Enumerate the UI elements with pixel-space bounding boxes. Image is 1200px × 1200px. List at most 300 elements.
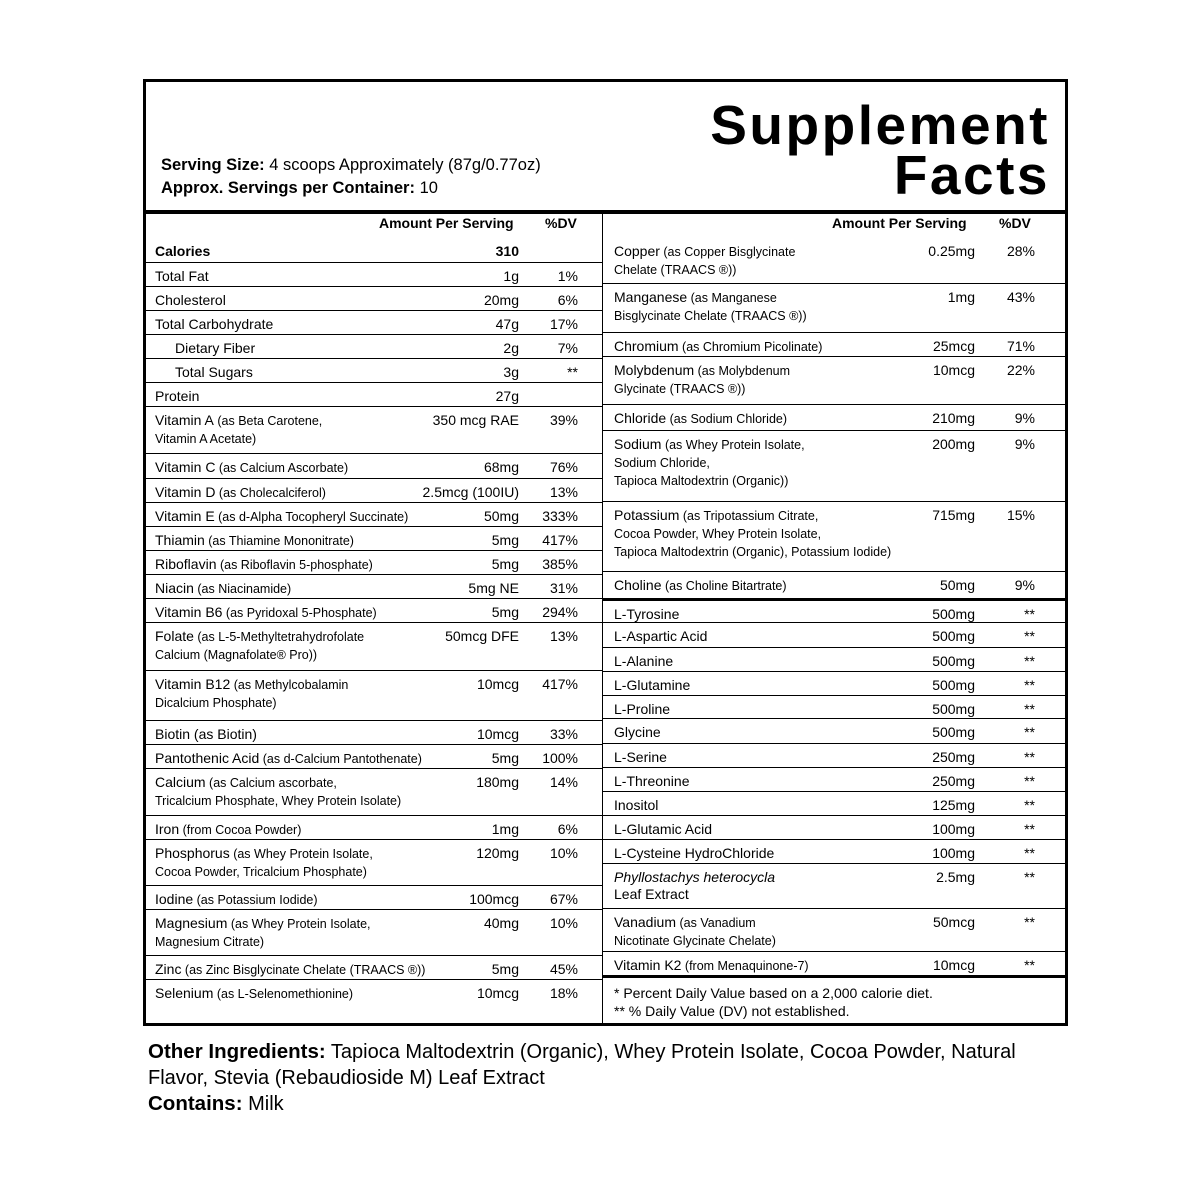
footnote-1: * Percent Daily Value based on a 2,000 calorie diet. [614,985,933,1001]
nutrient-amount: 500mg [932,701,975,717]
nutrient-name-text: Potassium [614,507,680,523]
left-nutrient-row [146,980,602,1025]
nutrient-amount: 3g [503,364,519,380]
nutrient-source-continued: Vitamin A Acetate) [155,432,257,446]
nutrient-dv: 71% [1006,338,1035,354]
nutrient-source-continued: Leaf Extract [614,886,689,902]
nutrient-dv: 10% [549,915,578,931]
right-nutrient-row [603,572,1065,601]
nutrient-amount: 500mg [932,653,975,669]
nutrient-dv: 417% [542,532,578,548]
nutrient-dv: 10% [549,845,578,861]
nutrient-source: (as Riboflavin 5-phosphate) [216,558,373,572]
right-nutrient-row [603,816,1065,840]
nutrient-amount: 250mg [932,749,975,765]
right-nutrient-row [603,909,1065,952]
nutrient-name [155,412,322,448]
nutrient-amount: 500mg [932,628,975,644]
nutrient-dv: 1% [557,268,578,284]
nutrient-source: (as Choline Bitartrate) [661,579,787,593]
nutrient-name-text: Molybdenum [614,362,695,378]
nutrient-dv: ** [567,364,578,380]
nutrient-name-text: Protein [155,388,200,404]
nutrient-name-text: L-Cysteine HydroChloride [614,845,775,861]
nutrient-dv: 39% [549,412,578,428]
nutrient-name-text: Manganese [614,289,688,305]
nutrient-name [614,410,787,428]
nutrient-name-text: Folate [155,628,194,644]
nutrient-dv: ** [1024,677,1035,693]
nutrient-name [614,869,775,903]
right-amount-header: Amount Per Serving [832,215,967,231]
nutrient-dv: ** [1024,869,1035,885]
nutrient-name-text: Vitamin B12 [155,676,231,692]
left-nutrient-row [146,407,602,454]
nutrient-name [155,774,401,810]
panel-title-line1: Supplement [710,94,1050,156]
nutrient-dv: 6% [557,292,578,308]
left-nutrient-row [146,840,602,886]
nutrient-dv: 33% [549,726,578,742]
nutrient-name-text: Calories [155,243,211,259]
servings-per-container-label: Approx. Servings per Container: [161,179,415,197]
nutrient-amount: 180mg [476,774,519,790]
left-nutrient-row [146,287,602,311]
nutrient-amount: 10mcg [476,985,519,1001]
nutrient-dv: ** [1024,724,1035,740]
nutrient-name-text: Chloride [614,410,667,426]
nutrient-name-text: Pantothenic Acid [155,750,260,766]
nutrient-source: (as d-Alpha Tocopheryl Succinate) [214,510,409,524]
nutrient-source: (as Thiamine Mononitrate) [204,534,354,548]
nutrient-dv: ** [1024,845,1035,861]
right-nutrient-row [603,744,1065,768]
right-nutrient-row [603,696,1065,719]
nutrient-name-text: Calcium [155,774,206,790]
nutrient-amount: 5mg [491,532,519,548]
nutrient-source: (from Menaquinone-7) [681,959,809,973]
nutrient-dv: ** [1024,653,1035,669]
nutrient-name [614,797,658,814]
nutrient-source: (as Chromium Picolinate) [678,340,823,354]
nutrient-name [155,961,425,979]
left-nutrient-row [146,503,602,527]
nutrient-dv: 31% [549,580,578,596]
nutrient-name-text: Cholesterol [155,292,226,308]
nutrient-name [155,676,348,712]
right-nutrient-row [603,623,1065,648]
nutrient-name-text: Niacin [155,580,194,596]
left-nutrient-row [146,575,602,599]
nutrient-name [614,821,712,838]
nutrient-amount: 2g [503,340,519,356]
nutrient-name-text: Inositol [614,797,659,813]
nutrient-source-continued: Tapioca Maltodextrin (Organic)) [614,474,789,488]
nutrient-name-text: Iron [155,821,180,837]
nutrient-name [614,724,661,741]
left-nutrient-row [146,745,602,769]
left-nutrient-row [146,454,602,479]
right-nutrient-row [603,284,1065,333]
nutrient-source: (as Beta Carotene, [213,414,323,428]
panel-header [146,82,1065,210]
nutrient-name [155,915,371,951]
nutrient-source: (as Whey Protein Isolate, [661,438,805,452]
right-nutrient-row [603,792,1065,816]
nutrient-source-continued: Glycinate (TRAACS ®)) [614,382,746,396]
nutrient-name-text: Vitamin E [155,508,215,524]
right-nutrient-row [603,333,1065,357]
nutrient-dv: 43% [1006,289,1035,305]
nutrient-dv: 9% [1014,577,1035,593]
left-dv-header: %DV [545,215,577,231]
nutrient-amount: 47g [495,316,519,332]
nutrient-name [155,891,318,909]
nutrient-name-text: Vitamin B6 [155,604,223,620]
nutrient-name-text: L-Glutamic Acid [614,821,713,837]
right-nutrient-row [603,719,1065,744]
supplement-facts-panel [143,79,1068,1026]
nutrient-amount: 5mg NE [468,580,519,596]
nutrient-name [614,606,679,623]
nutrient-source-continued: Tricalcium Phosphate, Whey Protein Isolate) [155,794,402,808]
right-nutrient-row [603,840,1065,864]
nutrient-dv: 67% [549,891,578,907]
other-ingredients-text: Tapioca Maltodextrin (Organic), Whey Protein Isolate, Cocoa Powder, Natural Flavor, Stevia (Rebaudioside M) Leaf Extract [148,1041,1016,1089]
left-nutrient-row [146,479,602,503]
nutrient-name [155,316,273,333]
nutrient-source: (as Calcium ascorbate, [205,776,337,790]
panel-title-line2: Facts [893,144,1050,206]
nutrient-name-text: Vanadium [614,914,677,930]
nutrient-name [155,388,199,405]
left-nutrient-row [146,910,602,956]
nutrient-amount: 250mg [932,773,975,789]
nutrient-source-continued: Cocoa Powder, Whey Protein Isolate, [614,527,822,541]
nutrient-name-text: Biotin (as Biotin) [155,726,257,742]
nutrient-name [175,364,253,381]
nutrient-name [155,243,210,260]
nutrient-source: (as Calcium Ascorbate) [215,461,349,475]
nutrient-source-continued: Bisglycinate Chelate (TRAACS ®)) [614,309,807,323]
nutrient-amount: 2.5mg [936,869,975,885]
nutrient-amount: 210mg [932,410,975,426]
nutrient-name [614,507,891,561]
nutrient-name-text: L-Glutamine [614,677,691,693]
nutrient-source: (as Whey Protein Isolate, [227,917,371,931]
right-nutrient-row [603,238,1065,284]
nutrient-source: (as Methylcobalamin [230,678,349,692]
nutrient-source-continued: Chelate (TRAACS ®)) [614,263,737,277]
left-nutrient-row [146,816,602,840]
left-nutrient-row [146,263,602,287]
nutrient-amount: 27g [495,388,519,404]
servings-per-container [161,180,438,197]
nutrient-amount: 350 mcg RAE [432,412,519,428]
nutrient-amount: 100mg [932,821,975,837]
nutrient-source: (as Tripotassium Citrate, [679,509,819,523]
nutrient-amount: 5mg [491,750,519,766]
nutrient-dv: 22% [1006,362,1035,378]
nutrient-amount: 120mg [476,845,519,861]
nutrient-amount: 10mcg [476,676,519,692]
left-nutrient-row [146,359,602,383]
nutrient-source: (as Pyridoxal 5-Phosphate) [222,606,377,620]
left-nutrient-row [146,383,602,407]
left-nutrient-row [146,527,602,551]
nutrient-amount: 5mg [491,604,519,620]
nutrient-name [614,577,787,595]
nutrient-dv: 17% [549,316,578,332]
left-nutrient-row [146,238,602,263]
nutrient-dv: 6% [557,821,578,837]
nutrient-dv: 294% [542,604,578,620]
nutrient-dv: ** [1024,797,1035,813]
right-nutrient-row [603,864,1065,909]
nutrient-name-text: Vitamin A [155,412,214,428]
nutrient-name-text: L-Threonine [614,773,690,789]
nutrient-name [155,821,301,839]
nutrient-dv: 385% [542,556,578,572]
nutrient-source: (as Copper Bisglycinate [659,245,796,259]
footnote-2: ** % Daily Value (DV) not established. [614,1003,850,1019]
nutrient-dv: 28% [1006,243,1035,259]
nutrient-name [614,957,809,975]
nutrient-dv: 9% [1014,436,1035,452]
nutrient-name-text: L-Proline [614,701,671,717]
nutrient-name-text: Iodine [155,891,194,907]
nutrient-amount: 0.25mg [928,243,975,259]
nutrient-amount: 715mg [932,507,975,523]
nutrient-source: (as Sodium Chloride) [666,412,788,426]
nutrient-amount: 200mg [932,436,975,452]
right-nutrient-row [603,502,1065,572]
nutrient-source: (as L-Selenomethionine) [213,987,354,1001]
nutrient-amount: 50mg [483,508,519,524]
nutrient-dv: ** [1024,773,1035,789]
nutrient-name [614,628,707,645]
nutrient-amount: 5mg [491,556,519,572]
nutrient-name [155,604,377,622]
left-nutrient-row [146,335,602,359]
nutrient-dv: ** [1024,914,1035,930]
nutrient-source: (as Vanadium [676,916,756,930]
nutrient-name-text: Vitamin K2 [614,957,682,973]
nutrient-name-text: L-Serine [614,749,667,765]
nutrient-dv: ** [1024,957,1035,973]
nutrient-name-text: Vitamin D [155,484,216,500]
nutrient-name-text: Glycine [614,724,661,740]
nutrient-name [175,340,255,357]
right-nutrient-row [603,431,1065,502]
header-divider [146,210,1065,214]
right-nutrient-row [603,648,1065,672]
nutrient-source-continued: Nicotinate Glycinate Chelate) [614,934,776,948]
nutrient-name [155,580,291,598]
nutrient-name [614,677,690,694]
nutrient-dv: 45% [549,961,578,977]
right-nutrient-row [603,357,1065,405]
nutrient-source: (as Whey Protein Isolate, [229,847,373,861]
nutrient-name [155,508,408,526]
nutrient-name [614,243,795,279]
right-nutrient-row [603,768,1065,792]
nutrient-amount: 40mg [483,915,519,931]
nutrient-amount: 500mg [932,724,975,740]
nutrient-source-continued: Dicalcium Phosphate) [155,696,277,710]
nutrient-source-continued: Cocoa Powder, Tricalcium Phosphate) [155,865,367,879]
nutrient-amount: 50mg [939,577,975,593]
nutrient-name [614,749,667,766]
nutrient-amount: 1mg [491,821,519,837]
nutrient-amount: 500mg [932,677,975,693]
left-nutrient-row [146,551,602,575]
nutrient-name [614,773,690,790]
nutrient-dv: 15% [1006,507,1035,523]
nutrient-name-text: L-Alanine [614,653,674,669]
nutrient-name-text: Total Sugars [175,364,253,380]
nutrient-name-text: Total Fat [155,268,209,284]
right-nutrient-row [603,405,1065,431]
nutrient-name-text: Sodium [614,436,662,452]
nutrient-source-continued: Tapioca Maltodextrin (Organic), Potassium Iodide) [614,545,892,559]
nutrient-dv: 13% [549,628,578,644]
nutrient-name-text: Riboflavin [155,556,217,572]
nutrient-dv: 7% [557,340,578,356]
footnotes [614,984,933,1020]
nutrient-amount: 1g [503,268,519,284]
left-nutrient-row [146,671,602,721]
nutrient-name-text: Chromium [614,338,679,354]
nutrient-amount: 20mg [483,292,519,308]
nutrient-name-text: Vitamin C [155,459,216,475]
nutrient-name [155,556,373,574]
nutrient-name [155,268,209,285]
nutrient-dv: ** [1024,821,1035,837]
nutrient-name [155,845,373,881]
nutrient-amount: 100mg [932,845,975,861]
left-nutrient-row [146,769,602,816]
nutrient-dv: 18% [549,985,578,1001]
nutrient-dv: 100% [542,750,578,766]
nutrient-name-text: Phosphorus [155,845,230,861]
nutrient-dv: 76% [549,459,578,475]
nutrient-source: (as Potassium Iodide) [193,893,318,907]
nutrient-name-text: Copper [614,243,660,259]
nutrient-name [155,292,226,309]
left-nutrient-row [146,599,602,623]
nutrient-dv: 13% [549,484,578,500]
nutrient-amount: 10mcg [932,362,975,378]
nutrient-name-text: Magnesium [155,915,228,931]
right-nutrient-row [603,952,1065,978]
nutrient-name-text: Total Carbohydrate [155,316,274,332]
left-nutrient-row [146,623,602,671]
nutrient-source: (as Zinc Bisglycinate Chelate (TRAACS ®)) [181,963,426,977]
nutrient-name [614,845,774,862]
left-nutrient-row [146,956,602,980]
nutrient-dv: ** [1024,628,1035,644]
nutrient-dv: 333% [542,508,578,524]
nutrient-amount: 50mcg DFE [445,628,519,644]
servings-per-container-value: 10 [419,179,438,197]
nutrient-name [155,750,422,768]
nutrient-amount: 50mcg [932,914,975,930]
nutrient-amount: 1mg [947,289,975,305]
left-nutrient-row [146,721,602,745]
nutrient-dv: ** [1024,701,1035,717]
nutrient-source: (as Niacinamide) [193,582,292,596]
nutrient-amount: 10mcg [932,957,975,973]
nutrient-amount: 500mg [932,606,975,622]
nutrient-amount: 100mcg [469,891,519,907]
nutrient-name [614,653,673,670]
nutrient-source: (as Cholecalciferol) [215,486,326,500]
nutrient-name [155,985,353,1003]
nutrient-name-text: L-Tyrosine [614,606,680,622]
nutrient-source-continued: Magnesium Citrate) [155,935,265,949]
nutrient-name [614,338,822,356]
left-nutrient-row [146,311,602,335]
serving-size-label: Serving Size: [161,156,265,174]
nutrient-name [155,628,364,664]
left-amount-header: Amount Per Serving [379,215,514,231]
nutrient-name [614,914,776,950]
serving-size [161,157,541,174]
nutrient-amount: 25mcg [932,338,975,354]
nutrient-name-text: Choline [614,577,662,593]
nutrient-dv: 417% [542,676,578,692]
nutrient-name [155,532,354,550]
nutrient-source: (as Molybdenum [694,364,791,378]
right-nutrient-row [603,672,1065,696]
serving-size-value: 4 scoops Approximately (87g/0.77oz) [269,156,541,174]
right-dv-header: %DV [999,215,1031,231]
nutrient-amount: 2.5mcg (100IU) [422,484,519,500]
nutrient-dv: ** [1024,749,1035,765]
nutrient-amount: 125mg [932,797,975,813]
nutrient-source: (from Cocoa Powder) [179,823,302,837]
contains-label: Contains: [148,1092,243,1115]
nutrient-dv: ** [1024,606,1035,622]
nutrient-amount: 5mg [491,961,519,977]
nutrient-name-text: Thiamin [155,532,205,548]
nutrient-amount: 10mcg [476,726,519,742]
contains-value: Milk [248,1093,284,1115]
right-nutrient-row [603,601,1065,623]
other-ingredients [148,1039,1078,1117]
nutrient-name [155,459,348,477]
nutrient-name [155,484,326,502]
nutrient-name-text: Zinc [155,961,182,977]
nutrient-source: (as L-5-Methyltetrahydrofolate [193,630,365,644]
nutrient-name [614,436,805,490]
nutrient-name-text: Dietary Fiber [175,340,256,356]
nutrient-dv: 14% [549,774,578,790]
nutrient-name-text: Selenium [155,985,214,1001]
nutrient-name [614,701,670,718]
nutrient-amount: 310 [495,243,519,259]
nutrient-source: (as d-Calcium Pantothenate) [259,752,422,766]
nutrient-name [614,289,807,325]
nutrient-source-continued: Sodium Chloride, [614,456,710,470]
nutrient-name-text: Phyllostachys heterocycla [614,869,776,885]
nutrient-source-continued: Calcium (Magnafolate® Pro)) [155,648,318,662]
other-ingredients-label: Other Ingredients: [148,1040,326,1063]
nutrient-dv: 9% [1014,410,1035,426]
nutrient-name [155,726,257,743]
nutrient-amount: 68mg [483,459,519,475]
